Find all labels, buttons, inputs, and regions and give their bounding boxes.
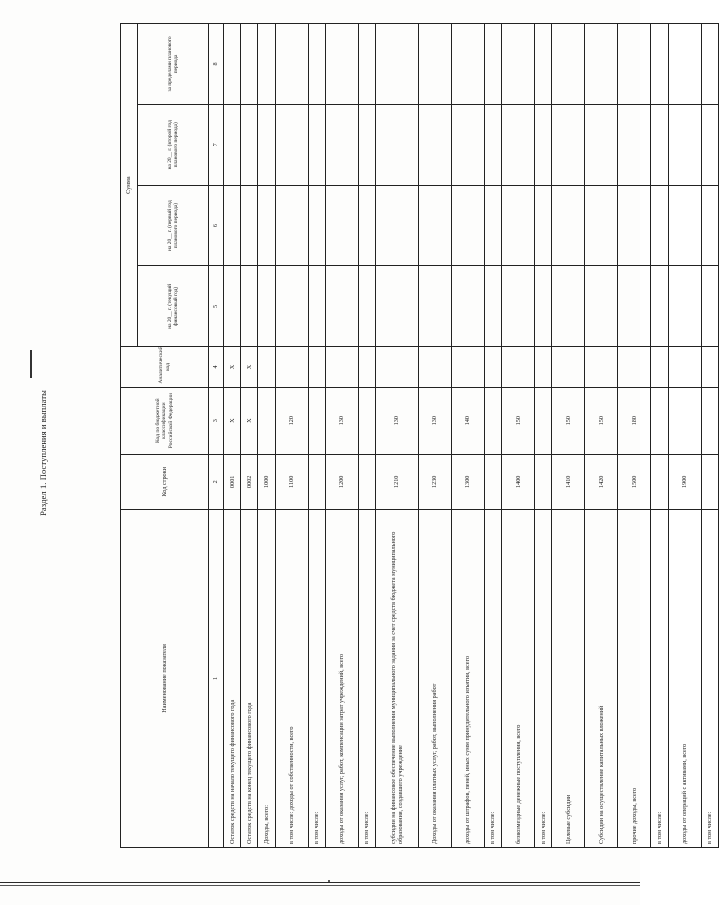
row-name: доходы от штрафов, пеней, иных сумм принудительного изъятия, всего [451,509,484,847]
row-code [308,454,325,509]
sum-cell [358,104,375,185]
row-analytic-code [258,347,275,387]
scan-bottom-line [0,882,640,883]
table-row [325,24,358,848]
sum-cell [585,24,618,105]
receipts-payments-table [120,23,719,848]
header-name: Наименование показателя [121,509,209,847]
sum-cell [308,104,325,185]
header-analytic-code: Аналитический код [121,347,209,387]
sum-cell [484,185,501,266]
header-second-plan-year: на 20__ г. (второй год планового периода) [138,104,209,185]
table-row [651,24,668,848]
sum-cell [701,24,718,105]
row-code: 1000 [258,454,275,509]
sum-cell [618,185,651,266]
sum-cell [308,185,325,266]
row-analytic-code [585,347,618,387]
sum-cell [358,266,375,347]
row-name: в том числе: доходы от собственности, всего [275,509,308,847]
sum-cell [668,266,701,347]
row-name: прочие доходы, всего [618,509,651,847]
sum-cell [535,266,552,347]
row-analytic-code [668,347,701,387]
sum-cell [224,24,241,105]
table-row [618,24,651,848]
sum-cell [224,104,241,185]
sum-cell [484,266,501,347]
sum-cell [375,266,418,347]
sum-cell [502,24,535,105]
sum-cell [552,24,585,105]
sum-cell [451,266,484,347]
row-code [535,454,552,509]
sum-cell [275,104,308,185]
sum-cell [502,185,535,266]
row-budget-code: 140 [451,387,484,454]
sum-cell [375,104,418,185]
row-analytic-code [418,347,451,387]
column-number: 8 [209,24,224,105]
scan-bottom-line [0,885,640,886]
row-name: Целевые субсидии [552,509,585,847]
row-analytic-code [502,347,535,387]
row-name: Доходы от оказания платных услуг, работ, выполнения работ [418,509,451,847]
sum-cell [358,185,375,266]
sum-cell [418,104,451,185]
column-number-row [209,24,224,848]
row-budget-code: 180 [618,387,651,454]
sum-cell [585,104,618,185]
table-row [241,24,258,848]
row-name: в том числе: [358,509,375,847]
column-number: 2 [209,454,224,509]
row-analytic-code [552,347,585,387]
row-name: доходы от оказания услуг, работ, компенсации затрат учреждений, всего [325,509,358,847]
rotated-table-wrapper [120,23,714,848]
table-row [418,24,451,848]
header-beyond-plan: за пределами планового периода [138,24,209,105]
table-row [535,24,552,848]
row-code [651,454,668,509]
row-name: субсидии на финансовое обеспечение выполнения муниципального задания за счет средств бюджета муниципального образования, создавшего учреждение [375,509,418,847]
column-number: 6 [209,185,224,266]
row-code: 1230 [418,454,451,509]
sum-cell [241,104,258,185]
row-code: 1210 [375,454,418,509]
sum-cell [701,185,718,266]
row-name: доходы от операций с активами, всего [668,509,701,847]
row-analytic-code [484,347,501,387]
row-code: 0001 [224,454,241,509]
row-code: 1900 [668,454,701,509]
sum-cell [535,185,552,266]
sum-cell [451,185,484,266]
row-code: 1200 [325,454,358,509]
sum-cell [418,185,451,266]
sum-cell [668,185,701,266]
row-budget-code: 150 [552,387,585,454]
row-budget-code [308,387,325,454]
table-row [258,24,275,848]
row-budget-code: Х [241,387,258,454]
table-row [701,24,718,848]
row-analytic-code [451,347,484,387]
row-analytic-code: Х [224,347,241,387]
table-row [308,24,325,848]
header-sum: Сумма [121,24,138,347]
sum-cell [484,104,501,185]
row-code [358,454,375,509]
row-budget-code [258,387,275,454]
row-name: Субсидии на осуществление капитальных вложений [585,509,618,847]
sum-cell [241,266,258,347]
sum-cell [258,266,275,347]
sum-cell [585,185,618,266]
sum-cell [418,266,451,347]
sum-cell [325,104,358,185]
sum-cell [224,266,241,347]
row-analytic-code [275,347,308,387]
table-row [224,24,241,848]
row-code: 1100 [275,454,308,509]
sum-cell [651,24,668,105]
section-title-text: Раздел 1. Поступления и выплаты [38,389,49,516]
sum-cell [535,24,552,105]
table-row [358,24,375,848]
sum-cell [241,24,258,105]
column-number: 7 [209,104,224,185]
row-name: в том числе: [308,509,325,847]
sum-cell [618,24,651,105]
row-code: 1400 [502,454,535,509]
row-budget-code: 130 [325,387,358,454]
sum-cell [275,266,308,347]
row-name: безвозмездные денежные поступления, всего [502,509,535,847]
sum-cell [375,185,418,266]
row-budget-code [668,387,701,454]
table-row [585,24,618,848]
sum-cell [325,185,358,266]
sum-cell [535,104,552,185]
sum-cell [701,104,718,185]
sum-cell [325,266,358,347]
header-budget-classification: Код по бюджетной классификации Российской Федерации [121,387,209,454]
sum-cell [502,104,535,185]
sum-cell [325,24,358,105]
sum-cell [308,24,325,105]
sum-cell [418,24,451,105]
table-row [668,24,701,848]
row-name: в том числе: [535,509,552,847]
row-code: 1420 [585,454,618,509]
row-analytic-code [325,347,358,387]
table-row [451,24,484,848]
row-budget-code [484,387,501,454]
row-analytic-code [701,347,718,387]
row-budget-code: 120 [275,387,308,454]
row-analytic-code [535,347,552,387]
column-number: 3 [209,387,224,454]
sum-cell [224,185,241,266]
scan-mark [30,350,32,378]
sum-cell [668,104,701,185]
table-row [502,24,535,848]
sum-cell [258,104,275,185]
sum-cell [275,24,308,105]
sum-cell [552,185,585,266]
row-budget-code: Х [224,387,241,454]
row-code: 0002 [241,454,258,509]
column-number: 5 [209,266,224,347]
row-analytic-code [651,347,668,387]
row-code: 1410 [552,454,585,509]
sum-cell [618,104,651,185]
row-budget-code [535,387,552,454]
row-code [701,454,718,509]
row-budget-code [651,387,668,454]
row-budget-code: 130 [418,387,451,454]
sum-cell [552,266,585,347]
sum-cell [258,185,275,266]
column-number: 4 [209,347,224,387]
table-row [275,24,308,848]
section-title [18,0,68,905]
sum-cell [701,266,718,347]
table-body [224,24,719,848]
row-budget-code: 150 [585,387,618,454]
sum-cell [451,104,484,185]
row-analytic-code [308,347,325,387]
sum-cell [375,24,418,105]
row-analytic-code [618,347,651,387]
row-code: 1300 [451,454,484,509]
scan-speck [328,880,330,882]
sum-cell [308,266,325,347]
table-row [375,24,418,848]
row-analytic-code [375,347,418,387]
table-row [552,24,585,848]
row-budget-code [358,387,375,454]
row-name: Остаток средств на конец текущего финансового года [241,509,258,847]
row-name: в том числе: [484,509,501,847]
row-name: Остаток средств на начало текущего финансового года [224,509,241,847]
sum-cell [651,266,668,347]
sum-cell [585,266,618,347]
sum-cell [502,266,535,347]
column-number: 1 [209,509,224,847]
row-code: 1500 [618,454,651,509]
table-row [484,24,501,848]
sum-cell [358,24,375,105]
sum-cell [618,266,651,347]
sum-cell [651,104,668,185]
sum-cell [275,185,308,266]
row-code [484,454,501,509]
row-name: Доходы, всего: [258,509,275,847]
sum-cell [451,24,484,105]
sum-cell [552,104,585,185]
sum-cell [668,24,701,105]
header-row-code: Код строки [121,454,209,509]
header-row-1 [121,24,138,848]
header-current-year: на 20__ г. (текущий финансовый год) [138,266,209,347]
sum-cell [651,185,668,266]
row-analytic-code: Х [241,347,258,387]
header-first-plan-year: на 20__ г. (первый год планового периода) [138,185,209,266]
row-budget-code [701,387,718,454]
row-name: в том числе: [701,509,718,847]
row-name: в том числе: [651,509,668,847]
sum-cell [241,185,258,266]
sum-cell [484,24,501,105]
sum-cell [258,24,275,105]
row-budget-code: 130 [375,387,418,454]
row-budget-code: 150 [502,387,535,454]
row-analytic-code [358,347,375,387]
